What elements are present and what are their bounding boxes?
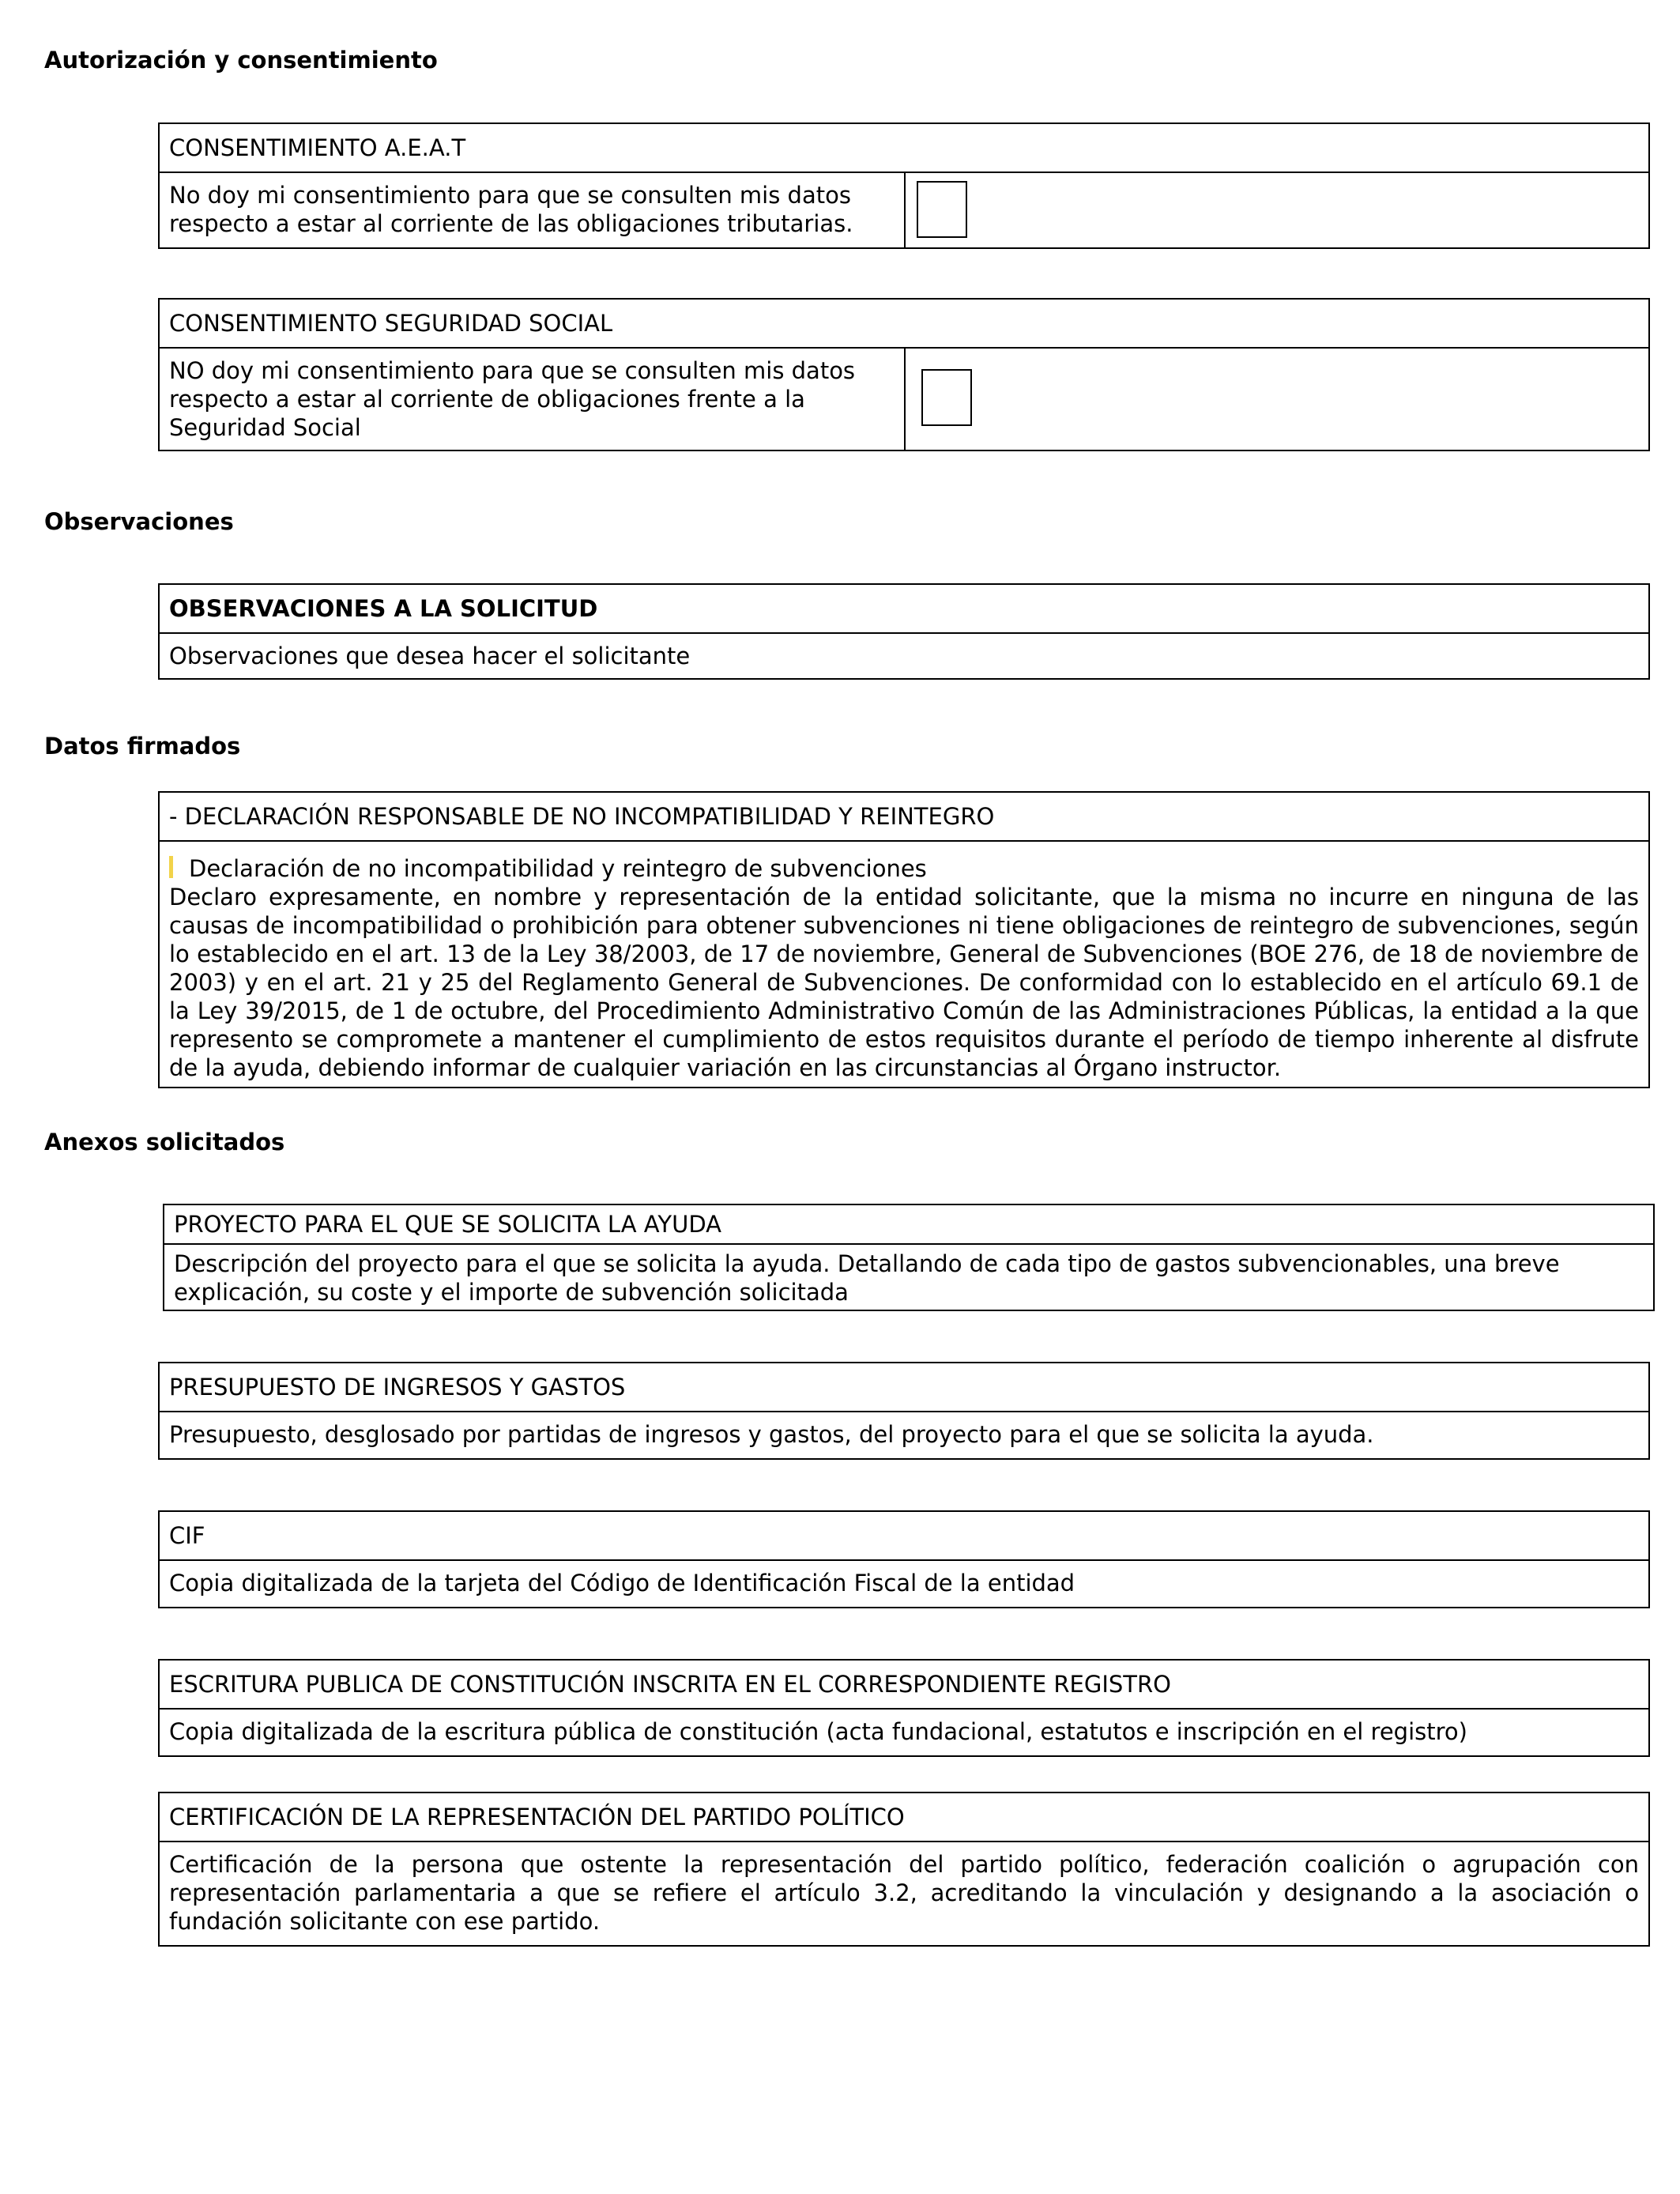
declaracion-text: Declaro expresamente, en nombre y representación de la entidad solicitante, que la misma no incurre en ninguna de las causas de incompatibilidad o prohibición para obtener subvenciones ni tiene obligaciones de reintegro de subvenciones, según lo establecido en el art. 13 de la Ley 38/2003, de 17 de noviembre, General de Subvenciones (BOE 276, de 18 de noviembre de 2003) y en el art. 21 y 25 del Reglamento General de Subvenciones. De conformidad con lo establecido en el artículo 69.1 de la Ley 39/2015, de 1 de octubre, del Procedimiento Administrativo Común de las Administraciones Públicas, la entidad a la que represento se compromete a mantener el cumplimiento de estos requisitos durante el período de tiempo inherente al disfrute de la ayuda, debiendo informar de cualquier variación en las circunstancias al Órgano instructor. xyxy=(169,884,1639,1081)
anexo-box xyxy=(158,1792,1650,1947)
anexo-box xyxy=(158,1659,1650,1757)
anexo-text: Certificación de la persona que ostente la representación del partido político, federación coalición o agrupación con representación parlamentaria a que se refiere el artículo 3.2, acreditando la vinculación y designando a la asociación o fundación solicitante con ese partido. xyxy=(169,1851,1639,1935)
anexo-title: PRESUPUESTO DE INGRESOS Y GASTOS xyxy=(160,1363,1648,1412)
declaracion-title: - DECLARACIÓN RESPONSABLE DE NO INCOMPATIBILIDAD Y REINTEGRO xyxy=(160,793,1648,842)
section-heading-anexos: Anexos solicitados xyxy=(44,1129,285,1155)
consent-ss-title: CONSENTIMIENTO SEGURIDAD SOCIAL xyxy=(160,300,1648,349)
observaciones-title: OBSERVACIONES A LA SOLICITUD xyxy=(160,585,1648,634)
declaracion-subtitle: Declaración de no incompatibilidad y reintegro de subvenciones xyxy=(189,855,927,882)
anexo-title: CERTIFICACIÓN DE LA REPRESENTACIÓN DEL PARTIDO POLÍTICO xyxy=(160,1793,1648,1842)
consent-aeat-box xyxy=(158,123,1650,249)
anexo-box xyxy=(158,1362,1650,1460)
consent-aeat-checkbox[interactable] xyxy=(917,181,967,238)
anexo-title: ESCRITURA PUBLICA DE CONSTITUCIÓN INSCRITA EN EL CORRESPONDIENTE REGISTRO xyxy=(160,1661,1648,1710)
consent-aeat-title: CONSENTIMIENTO A.E.A.T xyxy=(160,124,1648,173)
anexo-text: Copia digitalizada de la tarjeta del Código de Identificación Fiscal de la entidad xyxy=(169,1570,1075,1596)
anexo-text: Copia digitalizada de la escritura pública de constitución (acta fundacional, estatutos e inscripción en el registro) xyxy=(169,1718,1467,1745)
highlight-marker xyxy=(169,856,173,878)
observaciones-box xyxy=(158,583,1650,680)
section-heading-datos-firmados: Datos firmados xyxy=(44,733,241,760)
section-heading-observaciones: Observaciones xyxy=(44,508,234,535)
anexo-title: PROYECTO PARA EL QUE SE SOLICITA LA AYUDA xyxy=(164,1205,1653,1245)
consent-ss-text: NO doy mi consentimiento para que se consulten mis datos respecto a estar al corriente de obligaciones frente a la Seguridad Social xyxy=(160,349,906,450)
anexo-text: Descripción del proyecto para el que se solicita la ayuda. Detallando de cada tipo de gastos subvencionables, una breve explicación, su coste y el importe de subvención solicitada xyxy=(174,1250,1560,1306)
anexo-box xyxy=(158,1510,1650,1608)
anexo-box xyxy=(163,1204,1655,1311)
consent-ss-box xyxy=(158,298,1650,451)
section-heading-autorizacion: Autorización y consentimiento xyxy=(44,47,438,74)
declaracion-subtitle-row xyxy=(169,854,1639,883)
observaciones-text: Observaciones que desea hacer el solicitante xyxy=(169,643,691,669)
declaracion-box xyxy=(158,791,1650,1088)
anexo-text: Presupuesto, desglosado por partidas de ingresos y gastos, del proyecto para el que se solicita la ayuda. xyxy=(169,1421,1374,1448)
consent-aeat-text: No doy mi consentimiento para que se consulten mis datos respecto a estar al corriente de las obligaciones tributarias. xyxy=(160,173,906,247)
anexo-title: CIF xyxy=(160,1512,1648,1561)
consent-ss-checkbox[interactable] xyxy=(921,369,972,426)
